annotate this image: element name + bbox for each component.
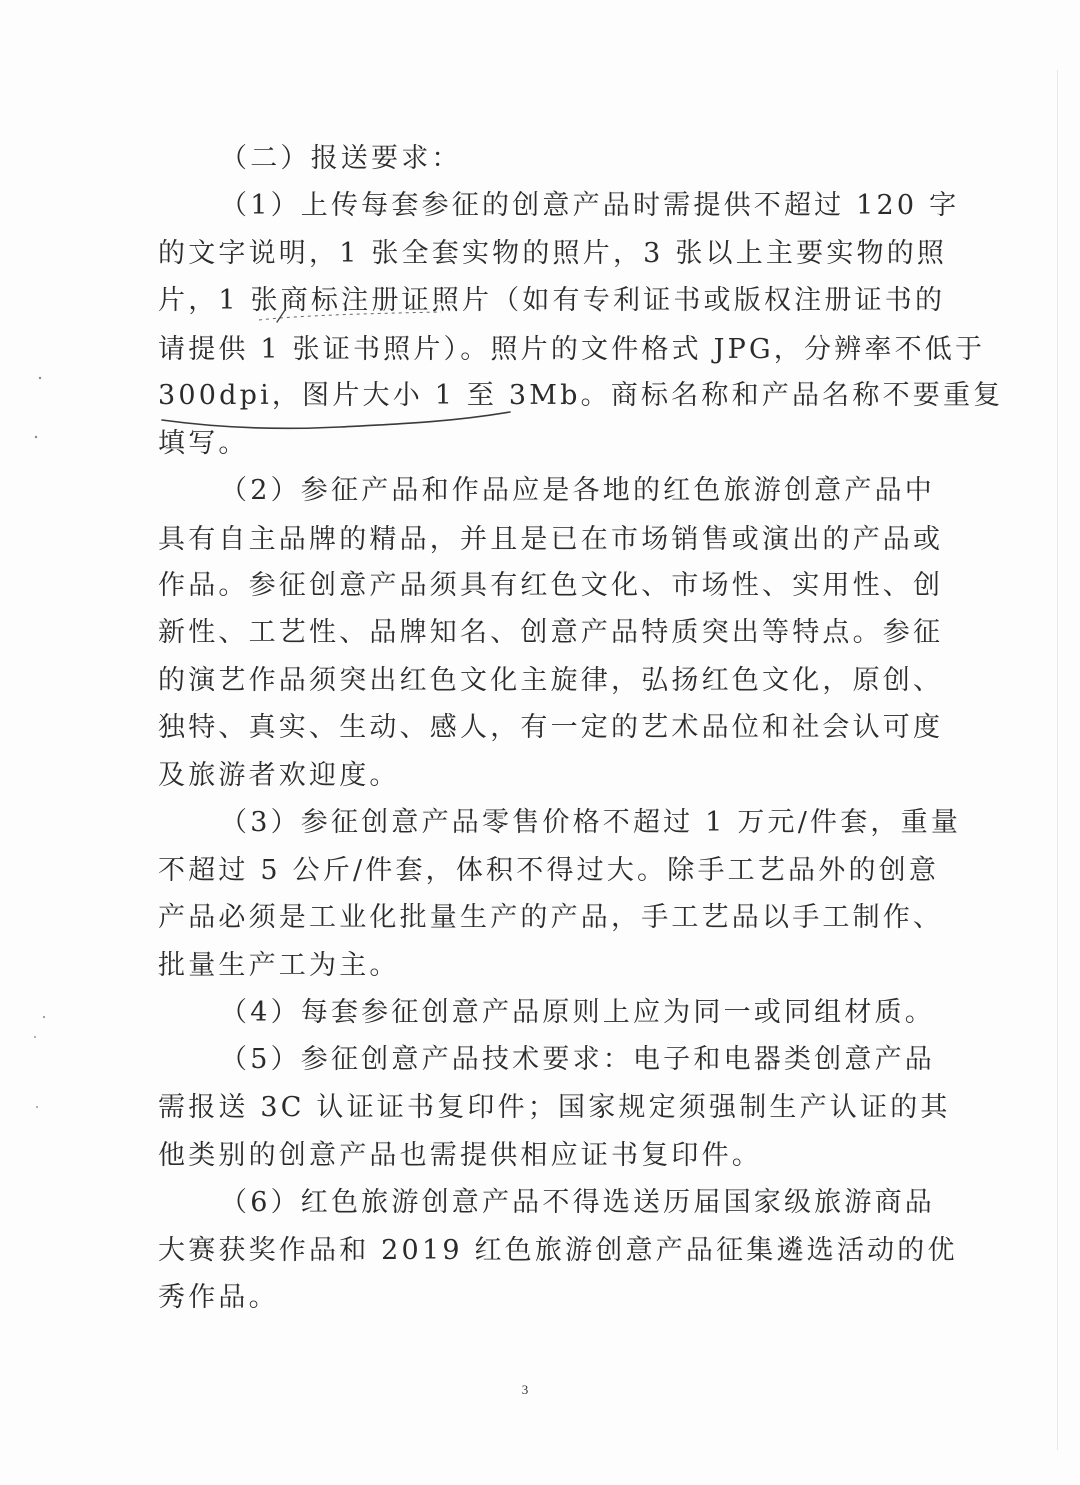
section-heading: （二）报送要求： (220, 143, 462, 174)
text-line: 大赛获奖作品和 2019 红色旅游创意产品征集遴选活动的优 (158, 1235, 958, 1266)
text-line: 产品必须是工业化批量生产的产品，手工艺品以手工制作、 (158, 902, 944, 933)
scan-edge-line (1057, 70, 1058, 1450)
text-line: 批量生产工为主。 (158, 950, 400, 981)
text-line: 及旅游者欢迎度。 (158, 760, 400, 791)
text-line: 请提供 1 张证书照片）。照片的文件格式 JPG，分辨率不低于 (158, 334, 986, 365)
text-line: 300dpi，图片大小 1 至 3Mb。商标名称和产品名称不要重复 (158, 380, 1004, 411)
pen-underline-mark (160, 406, 515, 434)
text-line: 需报送 3C 认证证书复印件；国家规定须强制生产认证的其 (158, 1092, 951, 1123)
text-line: 作品。参征创意产品须具有红色文化、市场性、实用性、创 (158, 570, 944, 601)
text-line: （1）上传每套参征的创意产品时需提供不超过 120 字 (220, 190, 960, 221)
text-line: 独特、真实、生动、感人，有一定的艺术品位和社会认可度 (158, 712, 944, 743)
page-number: 3 (521, 1382, 529, 1397)
text-line: （6）红色旅游创意产品不得选送历届国家级旅游商品 (220, 1187, 935, 1218)
text-line: （2）参征产品和作品应是各地的红色旅游创意产品中 (220, 475, 935, 506)
text-line: 他类别的创意产品也需提供相应证书复印件。 (158, 1140, 762, 1171)
text-line: 填写。 (158, 428, 249, 459)
text-line: 新性、工艺性、品牌知名、创意产品特质突出等特点。参征 (158, 617, 944, 648)
text-line: 片，1 张商标注册证照片（如有专利证书或版权注册证书的 (158, 285, 946, 316)
text-line: （3）参征创意产品零售价格不超过 1 万元/件套，重量 (220, 807, 962, 838)
pen-dotted-mark (255, 304, 445, 326)
text-line: 具有自主品牌的精品，并且是已在市场销售或演出的产品或 (158, 524, 944, 555)
text-line: 不超过 5 公斤/件套，体积不得过大。除手工艺品外的创意 (158, 855, 940, 886)
text-line: （4）每套参征创意产品原则上应为同一或同组材质。 (220, 997, 935, 1028)
text-line: （5）参征创意产品技术要求：电子和电器类创意产品 (220, 1044, 935, 1075)
text-line: 的演艺作品须突出红色文化主旋律，弘扬红色文化，原创、 (158, 665, 944, 696)
text-line: 秀作品。 (158, 1282, 279, 1313)
text-line: 的文字说明，1 张全套实物的照片，3 张以上主要实物的照 (158, 238, 948, 269)
